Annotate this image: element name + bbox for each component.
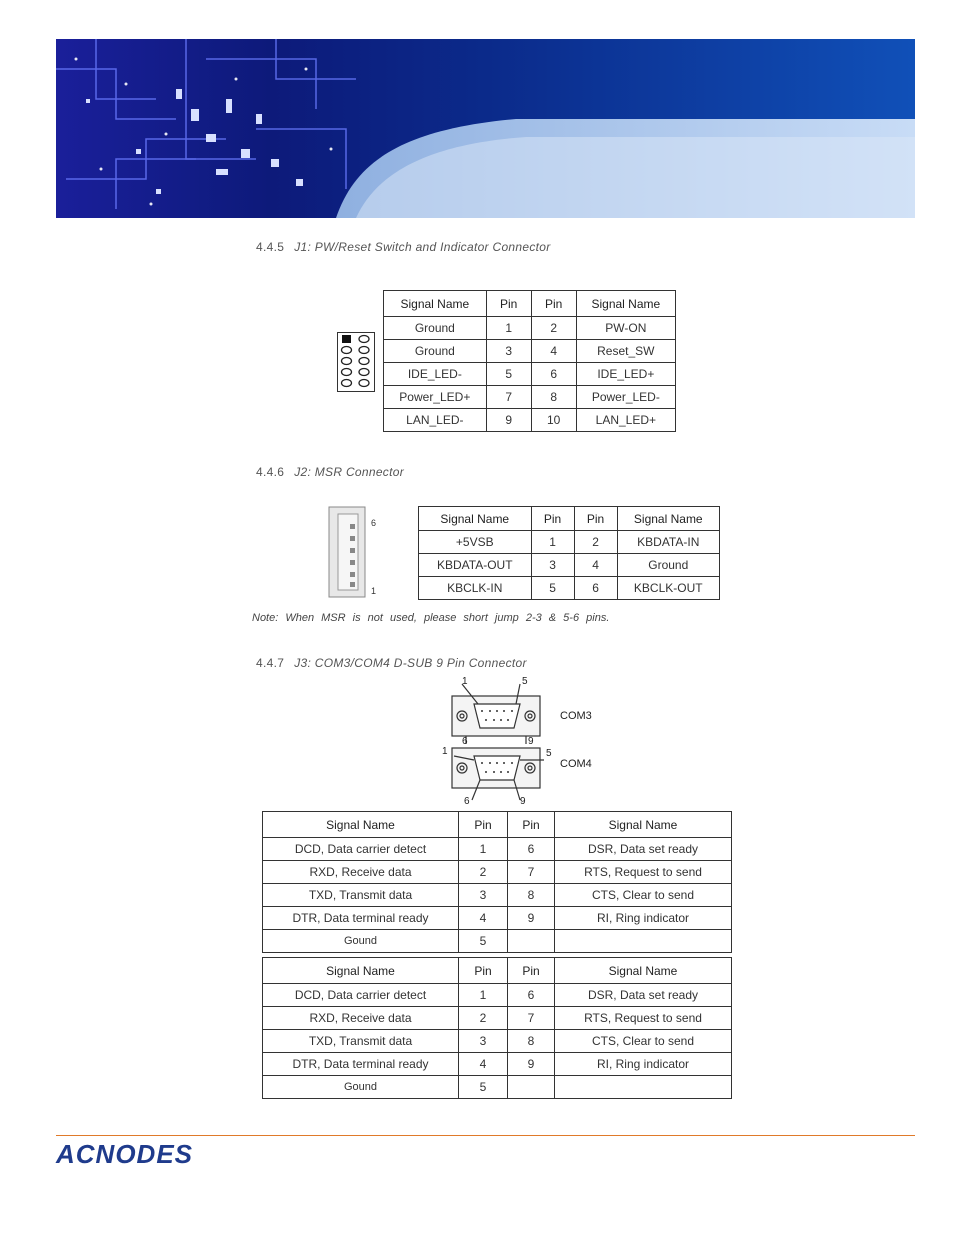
acnodes-logo: ACNODES: [56, 1139, 194, 1169]
pin-cell: 2: [459, 861, 508, 884]
header-pin: Pin: [486, 291, 531, 317]
com4-pin-9-label: 9: [520, 796, 526, 807]
signal-cell: KBCLK-IN: [419, 577, 532, 600]
j1-heading: [256, 240, 551, 254]
table-row: [384, 363, 676, 386]
signal-cell: DCD, Data carrier detect: [263, 838, 459, 861]
j2-heading-text: J2: MSR Connector: [294, 465, 405, 479]
signal-cell: +5VSB: [419, 531, 532, 554]
table-row: [263, 884, 732, 907]
com4-pin-5-label: 5: [546, 748, 552, 759]
signal-cell: KBDATA-IN: [617, 531, 719, 554]
signal-cell: Reset_SW: [576, 340, 675, 363]
header-pin: Pin: [508, 958, 555, 984]
table-header-row: [384, 291, 676, 317]
signal-cell: DSR, Data set ready: [555, 838, 732, 861]
dsub-connector-diagram: [440, 676, 620, 813]
signal-cell: Power_LED-: [576, 386, 675, 409]
pin-cell: 7: [486, 386, 531, 409]
pin-cell: 8: [508, 884, 555, 907]
header-signal-name: Signal Name: [555, 958, 732, 984]
signal-cell: PW-ON: [576, 317, 675, 340]
header-pin: Pin: [459, 812, 508, 838]
signal-cell: DTR, Data terminal ready: [263, 907, 459, 930]
table-row: [263, 838, 732, 861]
pin-cell: 2: [531, 317, 576, 340]
msr-note: Note: When MSR is not used, please short jump 2-3 & 5-6 pins.: [252, 612, 610, 624]
table-row: [384, 340, 676, 363]
table-row: [263, 984, 732, 1007]
pin-cell: 5: [459, 1076, 508, 1099]
pin-cell: 6: [508, 838, 555, 861]
com3-label: COM3: [560, 710, 592, 722]
pin-cell: 6: [531, 363, 576, 386]
com3-pin-9-label: 9: [528, 736, 534, 747]
table-row: [263, 1053, 732, 1076]
header-signal-name: Signal Name: [263, 812, 459, 838]
table-row: [384, 409, 676, 432]
pin-cell: 8: [531, 386, 576, 409]
signal-cell: [555, 1076, 732, 1099]
signal-cell: [555, 930, 732, 953]
header-signal-name: Signal Name: [576, 291, 675, 317]
com3-pin-5-label: 5: [522, 676, 528, 687]
signal-cell: DSR, Data set ready: [555, 984, 732, 1007]
signal-cell: RTS, Request to send: [555, 1007, 732, 1030]
pin-cell: 3: [459, 1030, 508, 1053]
footer-divider: [56, 1135, 915, 1136]
j2-heading-number: 4.4.6: [256, 465, 285, 479]
signal-cell: KBCLK-OUT: [617, 577, 719, 600]
pin-cell: 4: [531, 340, 576, 363]
header-signal-name: Signal Name: [384, 291, 487, 317]
com4-pin-table: [262, 957, 732, 1099]
header-signal-name: Signal Name: [617, 507, 719, 531]
pin-cell: 5: [531, 577, 574, 600]
table-row: [263, 861, 732, 884]
header-signal-name: Signal Name: [555, 812, 732, 838]
signal-cell: TXD, Transmit data: [263, 884, 459, 907]
pin-cell: 5: [486, 363, 531, 386]
msr-pin-6-label: 6: [371, 518, 377, 528]
signal-cell: CTS, Clear to send: [555, 1030, 732, 1053]
signal-cell: LAN_LED-: [384, 409, 487, 432]
j3-heading-number: 4.4.7: [256, 656, 285, 670]
pin-cell: [508, 930, 555, 953]
header-pin: Pin: [574, 507, 617, 531]
table-row: [384, 317, 676, 340]
signal-cell: RI, Ring indicator: [555, 907, 732, 930]
table-row: [263, 930, 732, 953]
table-row: [419, 577, 720, 600]
pin-cell: 7: [508, 861, 555, 884]
msr-connector-diagram: [328, 506, 366, 598]
signal-cell: RI, Ring indicator: [555, 1053, 732, 1076]
pin-cell: 7: [508, 1007, 555, 1030]
signal-cell: Ground: [617, 554, 719, 577]
circuit-board-image: [56, 39, 915, 218]
msr-pin-1-label: 1: [371, 586, 377, 596]
table-row: [263, 1076, 732, 1099]
j1-pin-header-diagram: [337, 332, 375, 392]
pin-cell: 2: [459, 1007, 508, 1030]
signal-cell: RXD, Receive data: [263, 1007, 459, 1030]
j2-heading: [256, 465, 404, 479]
com3-pin-1-label: 1: [462, 676, 468, 687]
com4-pin-6-label: 6: [464, 796, 470, 807]
table-header-row: [263, 812, 732, 838]
pin-cell: 1: [486, 317, 531, 340]
signal-cell: CTS, Clear to send: [555, 884, 732, 907]
signal-cell: RXD, Receive data: [263, 861, 459, 884]
signal-cell: DTR, Data terminal ready: [263, 1053, 459, 1076]
pin-cell: 1: [459, 838, 508, 861]
signal-cell: Power_LED+: [384, 386, 487, 409]
j1-heading-text: J1: PW/Reset Switch and Indicator Connector: [294, 240, 551, 254]
com4-pin-1-label: 1: [442, 746, 448, 757]
pin-cell: 6: [574, 577, 617, 600]
header-signal-name: Signal Name: [419, 507, 532, 531]
table-row: [384, 386, 676, 409]
pin-cell: 4: [459, 1053, 508, 1076]
signal-cell: RTS, Request to send: [555, 861, 732, 884]
signal-cell: TXD, Transmit data: [263, 1030, 459, 1053]
pin-cell: 3: [486, 340, 531, 363]
com3-pin-table: [262, 811, 732, 953]
header-pin: Pin: [459, 958, 508, 984]
header-pin: Pin: [531, 291, 576, 317]
pin-cell: 9: [508, 907, 555, 930]
table-row: [419, 531, 720, 554]
table-header-row: [263, 958, 732, 984]
table-row: [263, 1007, 732, 1030]
pin-cell: 9: [508, 1053, 555, 1076]
pin-cell: 6: [508, 984, 555, 1007]
com4-label: COM4: [560, 758, 592, 770]
signal-cell: Gound: [263, 1076, 459, 1099]
com3-pin-6-label: 6: [462, 736, 468, 747]
signal-cell: LAN_LED+: [576, 409, 675, 432]
j1-heading-number: 4.4.5: [256, 240, 285, 254]
pin-cell: 10: [531, 409, 576, 432]
pin-cell: 5: [459, 930, 508, 953]
pin-cell: 3: [531, 554, 574, 577]
signal-cell: Ground: [384, 340, 487, 363]
pin-cell: [508, 1076, 555, 1099]
pin-cell: 4: [459, 907, 508, 930]
pin-cell: 1: [459, 984, 508, 1007]
pin-cell: 4: [574, 554, 617, 577]
signal-cell: DCD, Data carrier detect: [263, 984, 459, 1007]
header-banner: [56, 39, 915, 218]
signal-cell: Gound: [263, 930, 459, 953]
header-pin: Pin: [531, 507, 574, 531]
pin-cell: 2: [574, 531, 617, 554]
pin-cell: 1: [531, 531, 574, 554]
signal-cell: IDE_LED+: [576, 363, 675, 386]
table-header-row: [419, 507, 720, 531]
table-row: [419, 554, 720, 577]
table-row: [263, 907, 732, 930]
signal-cell: Ground: [384, 317, 487, 340]
pin-cell: 3: [459, 884, 508, 907]
pin-cell: 9: [486, 409, 531, 432]
j3-heading-text: J3: COM3/COM4 D-SUB 9 Pin Connector: [294, 656, 527, 670]
j2-pin-table: [418, 506, 720, 600]
header-signal-name: Signal Name: [263, 958, 459, 984]
signal-cell: IDE_LED-: [384, 363, 487, 386]
pin-cell: 8: [508, 1030, 555, 1053]
header-pin: Pin: [508, 812, 555, 838]
j1-pin-table: [383, 290, 676, 432]
j3-heading: [256, 656, 527, 670]
table-row: [263, 1030, 732, 1053]
signal-cell: KBDATA-OUT: [419, 554, 532, 577]
